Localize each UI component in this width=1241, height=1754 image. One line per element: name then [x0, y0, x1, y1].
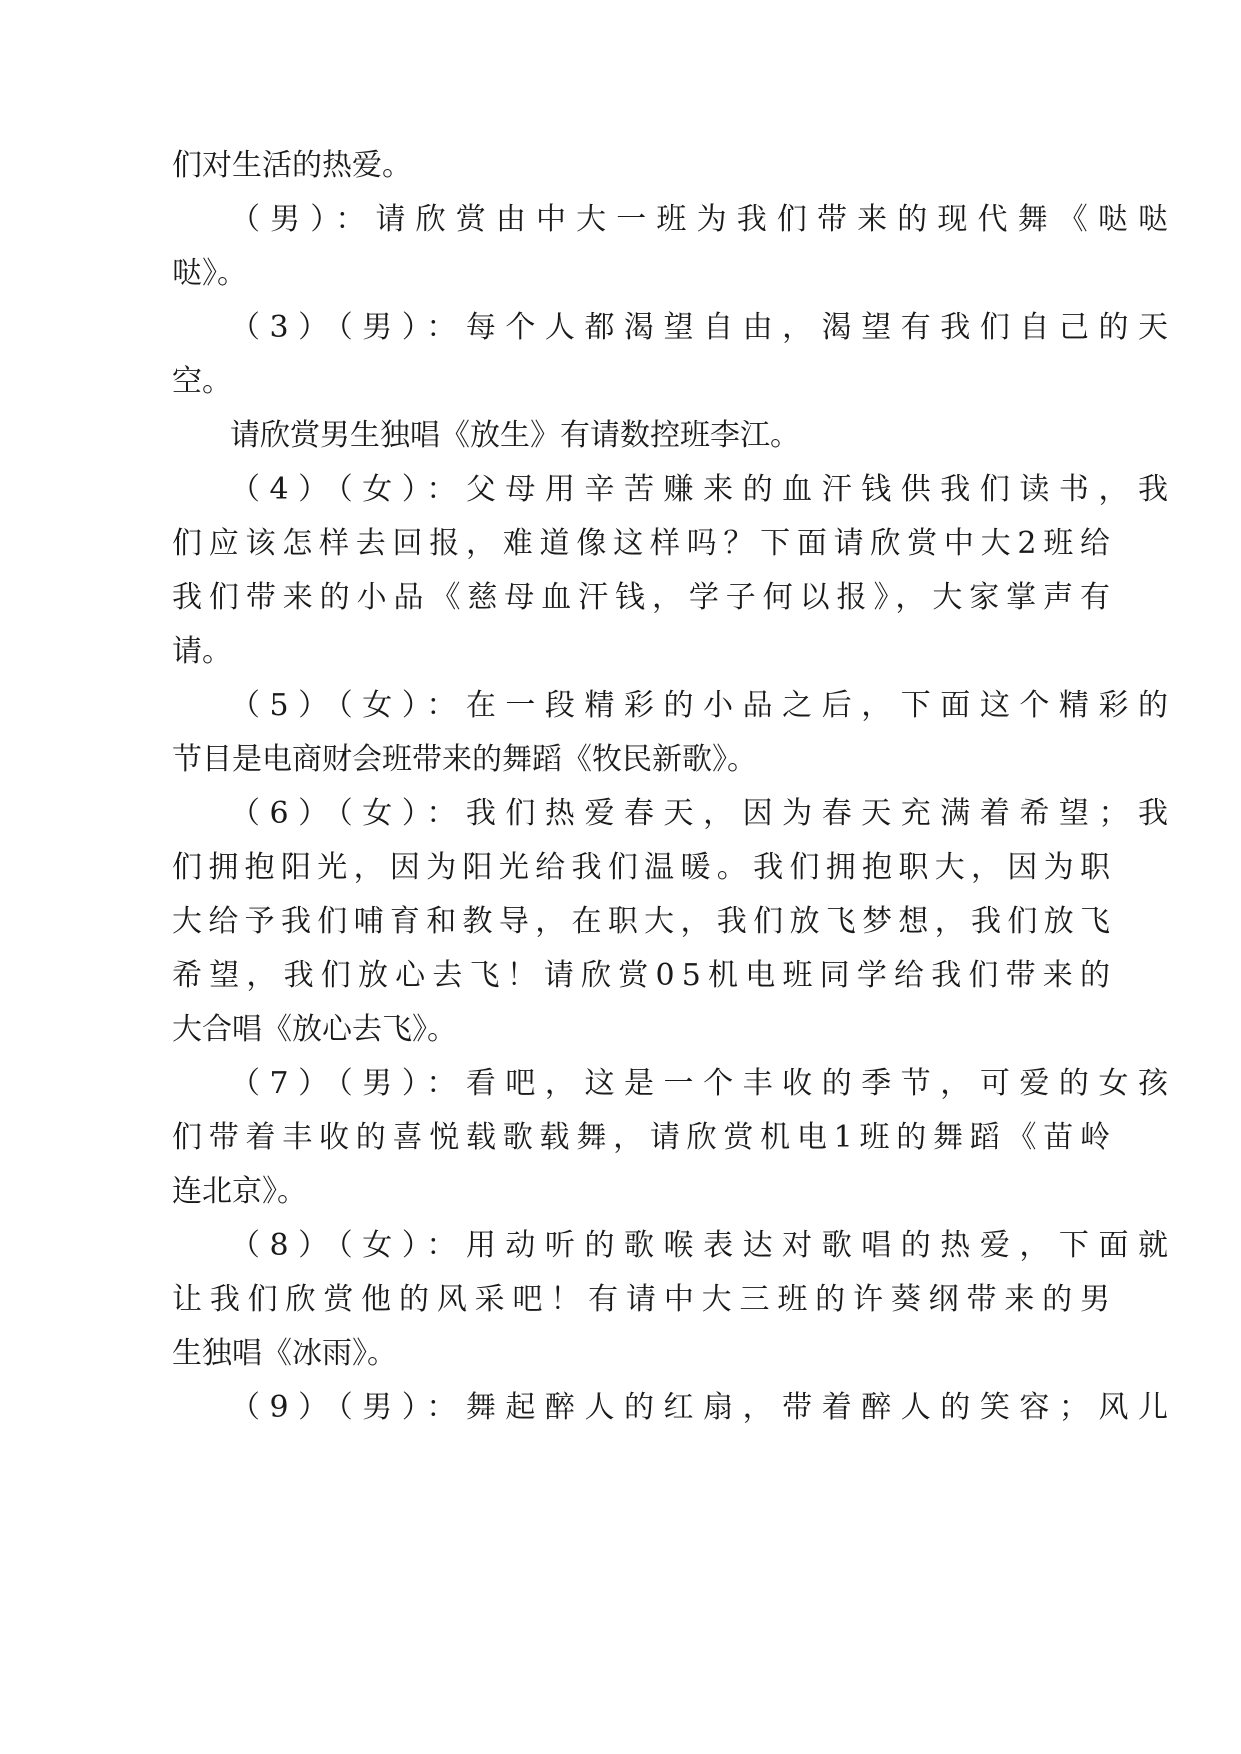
line-text: （7）（男）：看吧，这是一个丰收的季节，可爱的女孩 [230, 1066, 1178, 1101]
line-text: （8）（女）：用动听的歌喉表达对歌唱的热爱，下面就 [230, 1228, 1178, 1263]
text-line [0, 1384, 1241, 1432]
text-line [0, 1168, 1241, 1216]
line-text: （6）（女）：我们热爱春天，因为春天充满着希望；我 [230, 796, 1178, 831]
line-text: 空。 [172, 364, 232, 399]
line-text: 请欣赏男生独唱《放生》有请数控班李江。 [230, 418, 800, 453]
line-text: （3）（男）：每个人都渴望自由，渴望有我们自己的天 [230, 310, 1178, 345]
text-line [0, 844, 1241, 892]
line-text: 们应该怎样去回报，难道像这样吗？下面请欣赏中大2班给 [172, 526, 1117, 561]
text-line [0, 574, 1241, 622]
text-line [0, 1060, 1241, 1108]
line-text: 希望，我们放心去飞！请欣赏05机电班同学给我们带来的 [172, 958, 1118, 993]
line-text: 大给予我们哺育和教导，在职大，我们放飞梦想，我们放飞 [172, 904, 1117, 939]
line-text: 生独唱《冰雨》。 [172, 1336, 397, 1371]
text-line [0, 1222, 1241, 1270]
text-line [0, 358, 1241, 406]
text-line [0, 1114, 1241, 1162]
text-line [0, 520, 1241, 568]
text-line [0, 1006, 1241, 1054]
line-text: （男）：请欣赏由中大一班为我们带来的现代舞《哒哒 [230, 202, 1179, 237]
text-line [0, 196, 1241, 244]
text-line [0, 952, 1241, 1000]
line-text: 们拥抱阳光，因为阳光给我们温暖。我们拥抱职大，因为职 [172, 850, 1117, 885]
text-line [0, 1276, 1241, 1324]
line-text: 让我们欣赏他的风采吧！有请中大三班的许葵纲带来的男 [172, 1282, 1118, 1317]
text-line [0, 898, 1241, 946]
text-line [0, 412, 1241, 460]
text-line [0, 250, 1241, 298]
line-text: 们带着丰收的喜悦载歌载舞，请欣赏机电1班的舞蹈《苗岭 [172, 1120, 1117, 1155]
line-text: （5）（女）：在一段精彩的小品之后，下面这个精彩的 [230, 688, 1178, 723]
line-text: 节目是电商财会班带来的舞蹈《牧民新歌》。 [172, 742, 757, 777]
line-text: 请。 [172, 634, 232, 669]
line-text: 大合唱《放心去飞》。 [172, 1012, 457, 1047]
line-text: 连北京》。 [172, 1174, 307, 1209]
line-text: （4）（女）：父母用辛苦赚来的血汗钱供我们读书，我 [230, 472, 1178, 507]
text-line [0, 304, 1241, 352]
line-text: （9）（男）：舞起醉人的红扇，带着醉人的笑容；风儿 [230, 1390, 1178, 1425]
text-line [0, 790, 1241, 838]
line-text: 哒》。 [172, 256, 247, 291]
text-line [0, 736, 1241, 784]
text-line [0, 466, 1241, 514]
text-line [0, 628, 1241, 676]
text-line [0, 682, 1241, 730]
text-line [0, 142, 1241, 190]
text-line [0, 1330, 1241, 1378]
line-text: 们对生活的热爱。 [172, 148, 412, 183]
line-text: 我们带来的小品《慈母血汗钱，学子何以报》，大家掌声有 [172, 580, 1117, 615]
